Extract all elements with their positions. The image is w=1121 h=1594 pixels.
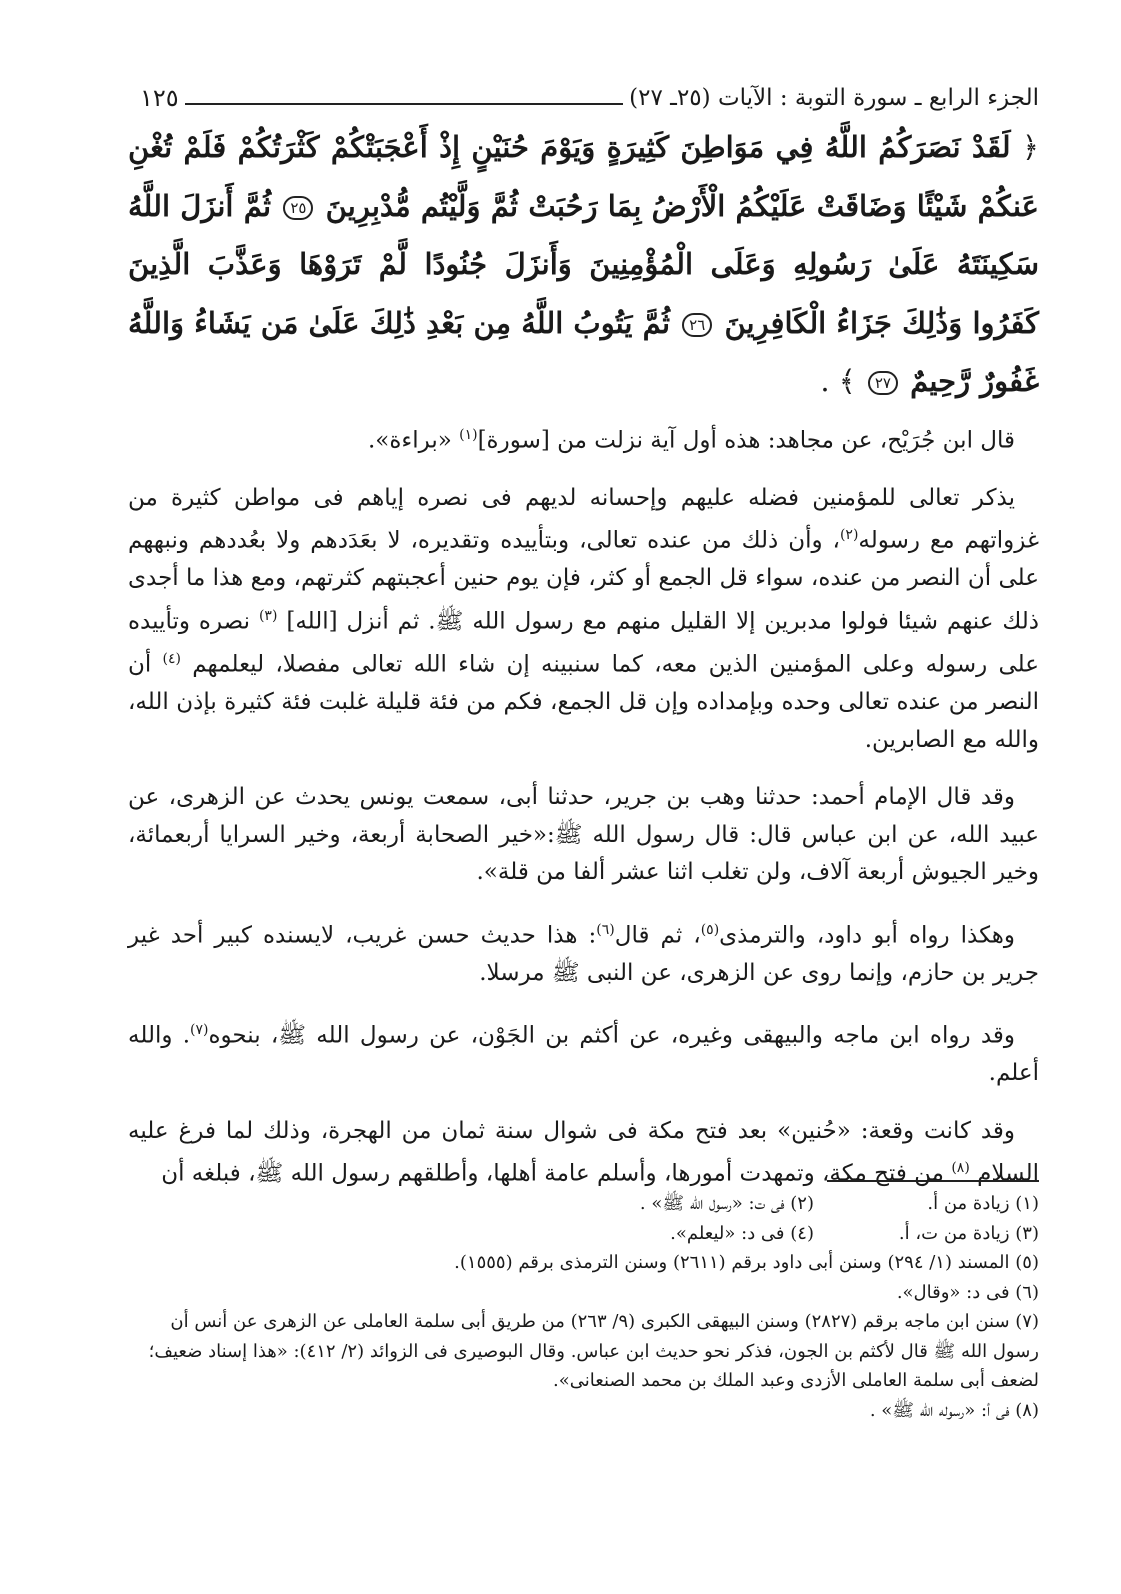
footnotes [128,1189,1039,1425]
paragraph-text: ، ثم قال [614,922,701,949]
paragraph-ibn-majah [128,1012,1039,1093]
ayah-number-27: ٢٧ [868,371,898,395]
quran-verse-block [128,118,1039,411]
verse-part-3: ثُمَّ يَتُوبُ اللَّهُ مِن بَعْدِ ذَٰلِكَ عَلَىٰ مَن يَشَاءُ وَاللَّهُ غَفُورٌ رَّحِيمٌ [128,305,1039,398]
ayah-number-25: ٢٥ [283,196,313,220]
footnote-ref-7: (٧) [190,1022,209,1039]
footnote-1: (١) زيادة من أ. [927,1193,1039,1214]
footnote-ref-6: (٦) [596,921,615,938]
footnote-separator [827,1180,1039,1182]
ayah-number-26: ٢٦ [682,313,712,337]
paragraph-text: . والله أعلم. [128,1022,1039,1087]
paragraph-text: وقد قال الإمام أحمد: حدثنا وهب بن جرير، حدثنا أبى، سمعت يونس يحدث عن الزهرى، عن عبيد الله، عن ابن عباس قال: قال رسول الله ﷺ:«خير الصحابة أربعة، وخير السرايا أربعمائة، وخير الجيوش أربعة آلاف، ولن تغلب اثنا عشر ألفا من قلة». [128,784,1039,886]
footnote-7: (٧) سنن ابن ماجه برقم (٢٨٢٧) وسنن البيهقى الكبرى (٩/ ٢٦٣) من طريق أبى سلمة العاملى عن الزهرى عن أنس أن رسول الله ﷺ قال لأكثم بن الجون، فذكر نحو حديث ابن عباس. وقال البوصيرى فى الزوائد (٢/ ٤١٢): «هذا إسناد ضعيف؛ لضعف أبى سلمة العاملى الأزدى وعبد الملك بن محمد الصنعانى». [148,1311,1039,1391]
verse-part-1: لَقَدْ نَصَرَكُمُ اللَّهُ فِي مَوَاطِنَ كَثِيرَةٍ وَيَوْمَ حُنَيْنٍ إِذْ أَعْجَبَتْكُمْ كَثْرَتُكُمْ فَلَمْ تُغْنِ عَنكُمْ شَيْئًا وَضَاقَتْ عَلَيْكُمُ الْأَرْضُ بِمَا رَحُبَتْ ثُمَّ وَلَّيْتُم مُّدْبِرِينَ [128,130,1039,223]
page-body [128,118,1039,1194]
running-header [140,78,1039,118]
footnote-row [128,1189,1039,1219]
paragraph-text: ، وأن ذلك من عنده تعالى، وبتأييده وتقديره، لا بعَدَدهم ولا بعُددهم ونبههم على أن النصر من عنده، سواء قل الجمع أو كثر، فإن يوم حنين أعجبتهم كثرتهم، ومع هذا ما أجدى ذلك عنهم شيئا فولوا مدبرين إلا القليل منهم مع رسول الله ﷺ. ثم أنزل [الله] [128,527,1040,635]
header-rule [185,103,624,105]
footnote-ref-1: (١) [459,426,478,443]
footnote-4: (٤) فى د: «ليعلم». [670,1222,814,1244]
header-title: الجزء الرابع ـ سورة التوبة : الآيات (٢٥ـ ٢٧) [629,85,1039,111]
footnote-ref-8: (٨) [951,1160,970,1177]
verse-close-ornament: ﴾ . [820,364,856,398]
paragraph-text: من فتح مكة، وتمهدت أمورها، وأسلم عامة أهلها، وأطلقهم رسول الله ﷺ، فبلغه أن [161,1161,945,1188]
footnote-row [128,1219,1039,1249]
paragraph-text: أن النصر من عنده تعالى وحده وبإمداده وإن قل الجمع، فكم من فئة قليلة غلبت فئة كثيرة بإذن الله، والله مع الصابرين. [128,651,1039,753]
footnote-3: (٣) زيادة من ت، أ. [898,1222,1039,1244]
footnote-6: (٦) فى د: «وقال». [896,1281,1039,1303]
paragraph-text: يذكر تعالى للمؤمنين فضله عليهم وإحسانه لديهم فى نصره إياهم فى مواطن كثيرة من غزواتهم مع رسوله [128,484,1039,554]
verse-open-ornament: ﴿ [1022,130,1039,164]
paragraph-ibn-jurayj [128,417,1039,460]
paragraph-commentary [128,480,1039,759]
footnote-ref-5: (٥) [700,921,720,938]
paragraph-text: قال ابن جُرَيْح، عن مجاهد: هذه أول آية نزلت من [سورة] [477,427,1015,454]
page-number: ١٢٥ [140,84,179,112]
footnote-8: (٨) فى أ: «رسوله الله ﷺ» . [869,1399,1039,1421]
paragraph-text: نصره وتأييده على رسوله وعلى المؤمنين الذين معه، كما سنبينه إن شاء الله تعالى مفصلا، ليعلمهم [128,608,1039,678]
paragraph-text: : هذا حديث حسن غريب، لايسنده كبير أحد غير جرير بن حازم، وإنما روى عن الزهرى، عن النبى ﷺ مرسلا. [128,922,1039,986]
paragraph-hadith-ahmad [128,779,1039,892]
paragraph-text: «براءة». [367,427,452,454]
footnote-2: (٢) فى ت: «رسول الله ﷺ» . [639,1193,814,1214]
footnote-ref-2: (٢) [839,527,859,544]
paragraph-text: وقد كانت وقعة: «حُنين» بعد فتح مكة فى شوال سنة ثمان من الهجرة، وذلك لما فرغ عليه السلام [128,1117,1039,1188]
paragraph-text: وقد رواه ابن ماجه والبيهقى وغيره، عن أكثم بن الجَوْن، عن رسول الله ﷺ، بنحوه [208,1022,1016,1049]
footnote-ref-4: (٤) [162,650,181,667]
paragraph-abu-dawud [128,912,1039,993]
footnote-5: (٥) المسند (١/ ٢٩٤) وسنن أبى داود برقم (٢٦١١) وسنن الترمذى برقم (١٥٥٥). [454,1252,1039,1273]
verse-part-2: ثُمَّ أَنزَلَ اللَّهُ سَكِينَتَهُ عَلَىٰ رَسُولِهِ وَعَلَى الْمُؤْمِنِينَ وَأَنزَلَ جُنُودًا لَّمْ تَرَوْهَا وَعَذَّبَ الَّذِينَ كَفَرُوا وَذَٰلِكَ جَزَاءُ الْكَافِرِينَ [128,188,1039,340]
paragraph-text: وهكذا رواه أبو داود، والترمذى [719,922,1016,949]
footnote-ref-3: (٣) [258,607,278,624]
